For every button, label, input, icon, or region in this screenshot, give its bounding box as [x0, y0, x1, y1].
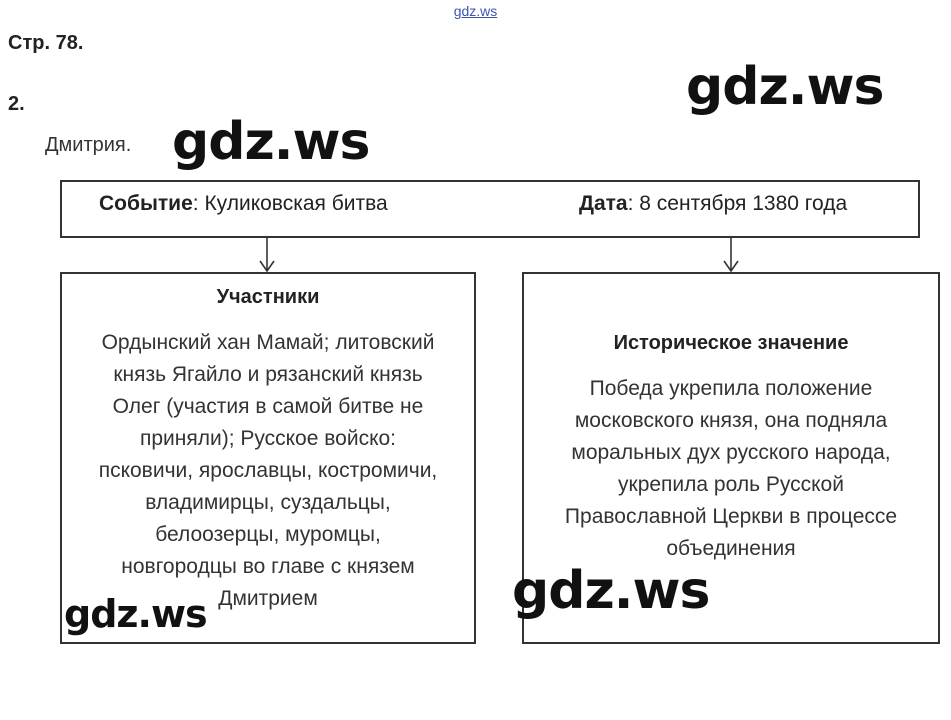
watermark: gdz.ws [172, 112, 370, 172]
participants-line: Дмитрием [218, 587, 318, 610]
event-label: Событие [99, 192, 193, 215]
preceding-text: Дмитрия. [45, 134, 132, 156]
participants-line: князь Ягайло и рязанский князь [113, 363, 423, 386]
participants-line: псковичи, ярославцы, костромичи, [98, 459, 438, 482]
participants-line: Олег (участия в самой битве не [112, 395, 424, 418]
watermark: gdz.ws [512, 561, 710, 621]
significance-text [524, 373, 938, 565]
arrow-to-significance-head [724, 261, 738, 271]
participants-line: белоозерцы, муромцы, [155, 523, 381, 546]
event-box [60, 180, 920, 238]
participants-line: Ордынский хан Мамай; литовский [101, 331, 435, 354]
participants-title: Участники [216, 286, 320, 308]
significance-line: моральных дух русского народа, [571, 441, 891, 464]
significance-line: укрепила роль Русской [618, 473, 844, 496]
participants-box [60, 272, 476, 644]
participants-text [62, 327, 474, 615]
date-value: : 8 сентября 1380 года [627, 192, 848, 215]
page-reference: Стр. 78. [8, 32, 84, 54]
date-label: Дата [579, 192, 628, 215]
participants-line: владимирцы, суздальцы, [145, 491, 391, 514]
date-field [579, 192, 847, 216]
watermark: gdz.ws [686, 57, 884, 117]
significance-line: Православной Церкви в процессе [564, 505, 898, 528]
top-watermark-link[interactable]: gdz.ws [453, 3, 498, 19]
significance-title: Историческое значение [613, 332, 849, 354]
participants-line: приняли); Русское войско: [139, 427, 397, 450]
significance-line: московского князя, она подняла [574, 409, 888, 432]
event-value: : Куликовская битва [192, 192, 388, 215]
event-field [99, 192, 388, 216]
participants-line: новгородцы во главе с князем [121, 555, 415, 578]
significance-line: Победа укрепила положение [589, 377, 873, 400]
task-number: 2. [8, 93, 25, 115]
watermark: gdz.ws [64, 592, 207, 636]
arrow-to-participants-head [260, 261, 274, 271]
significance-line: объединения [666, 537, 796, 560]
